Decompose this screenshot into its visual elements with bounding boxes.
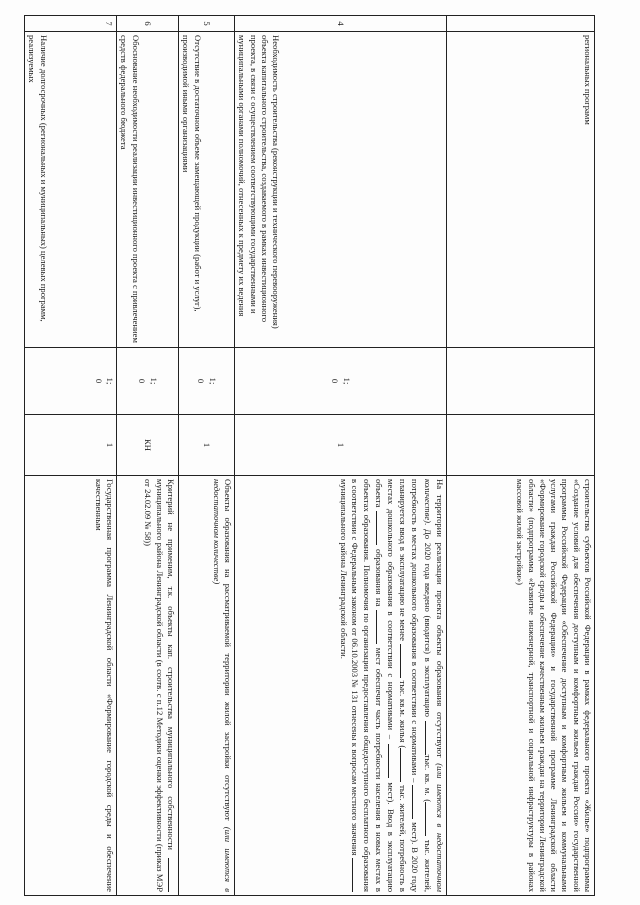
score-value-cell: 1: [235, 415, 447, 476]
justification-cell: [235, 476, 447, 896]
criteria-table: [24, 15, 595, 896]
fill-blank: [388, 744, 397, 778]
row-number: 6: [117, 16, 179, 32]
criterion-cell: Отсутствие в достаточном объеме замещающей продукции (работ и услуг), производимой иными организациями: [179, 32, 235, 348]
justification-text: Государственная программа Ленинградской области «Формирование городской среды и обеспечение качественным: [93, 479, 115, 892]
table-row: [117, 16, 179, 896]
score-options-cell: [447, 348, 595, 415]
row-number: 5: [179, 16, 235, 32]
row-number: 4: [235, 16, 447, 32]
score-value-cell: 1: [25, 415, 117, 476]
justification-cell: [179, 476, 235, 896]
justification-text: мест обеспечит часть потребности населения в новых местах в объектах образования. Полномочия по организации предоставления общедоступного бесплатного образования в соответствии с Федеральным законом от 06.10.2003 № 131 отнесены к вопросам местного значения: [349, 479, 384, 892]
score-options-cell: 1; 0: [235, 348, 447, 415]
score-options-cell: 1; 0: [117, 348, 179, 415]
criterion-cell: Обоснование необходимости реализации инвестиционного проекта с привлечением средств федерального бюджета: [117, 32, 179, 348]
fill-blank: [400, 644, 409, 678]
justification-italic: (или имеются в недостаточном количестве): [422, 479, 445, 892]
table-row: [447, 16, 595, 896]
fill-blank: [425, 802, 434, 836]
score-options-cell: 1; 0: [179, 348, 235, 415]
criterion-cell: Необходимость строительства (реконструкции и технического перевооружения) объекта капитального строительства, создаваемого в рамках инвестиционного проекта, в связи с осуществлением соответствующими государственными и муниципальными органами полномочий, отнесенных к предмету их ведения: [235, 32, 447, 348]
table-row: [179, 16, 235, 896]
justification-text: мест). В 2020 году планируется ввод в эксплуатацию не менее: [398, 479, 421, 892]
criterion-cell: региональных программ: [447, 32, 595, 348]
fill-blank: [425, 721, 434, 755]
row-number: [447, 16, 595, 32]
fill-blank: [352, 858, 361, 892]
justification-cell: [447, 476, 595, 896]
justification-italic: (или имеются в недостаточном количестве): [211, 479, 233, 893]
row-number: 7: [25, 16, 117, 32]
justification-text: тыс. жителей, потребность в местах дошкольного образования в соответствии с нормативами –: [410, 479, 433, 892]
score-value-cell: КН: [117, 415, 179, 476]
justification-text: мест). Ввод в эксплуатацию объекта: [373, 479, 396, 892]
score-options-cell: 1; 0: [25, 348, 117, 415]
justification-cell: [25, 476, 117, 896]
fill-blank: [400, 748, 409, 782]
justification-text: На территории реализации проекта объекты образования отсутствуют: [435, 479, 445, 764]
justification-text: тыс. кв. м. (: [422, 754, 433, 803]
justification-text: . До 2020 года введено (вводится) в эксплуатацию: [422, 523, 433, 721]
justification-text: тыс. жителей, потребность в местах дошкольного образования в соответствии с нормативами –: [385, 479, 409, 892]
justification-text: тыс. кв.м. жилья (: [398, 677, 409, 749]
rotated-table-container: [25, 15, 595, 895]
justification-cell: [117, 476, 179, 896]
score-value-cell: [447, 415, 595, 476]
fill-blank: [168, 858, 177, 892]
justification-text: Критерий не применим, т.к. объекты кап. строительства муниципального собственности: [166, 479, 176, 858]
justification-text: Объекты образования на рассматриваемой территории жилой застройки отсутствуют: [223, 479, 233, 827]
fill-blank: [412, 785, 421, 819]
fill-blank: [376, 610, 385, 644]
score-value-cell: 1: [179, 415, 235, 476]
justification-text: муниципального района Ленинградской области (в соотв. с п.12 Методики оценки эффективности (приказ МЭР от 24.02.09 № 58)): [143, 479, 165, 892]
table-row: [235, 16, 447, 896]
criterion-cell: Наличие долгосрочных (региональных и муниципальных) целевых программ, реализуемых: [25, 32, 117, 348]
table-row: [25, 16, 117, 896]
justification-text: образования на: [373, 545, 384, 611]
fill-blank: [376, 511, 385, 545]
justification-text: строительства субъектов Российской Федерации в рамках федерального проекта «Жилье» подпрограммы «Создание условий для обеспечения доступным и комфортным жильем граждан России» государственной программы Российской Федерации «Обеспечение доступным и комфортным жильем и коммунальными услугами граждан Российской Федерации» и государственной программе Ленинградской области «Формирование городской среды и обеспечение качественным жильем граждан на территории Ленинградской области» (подпрограмма «Развитие инженерной, транспортной и социальной инфраструктуры в районах массовой жилой застройки»): [515, 479, 593, 892]
justification-text: муниципального района Ленинградской области.: [338, 479, 349, 659]
